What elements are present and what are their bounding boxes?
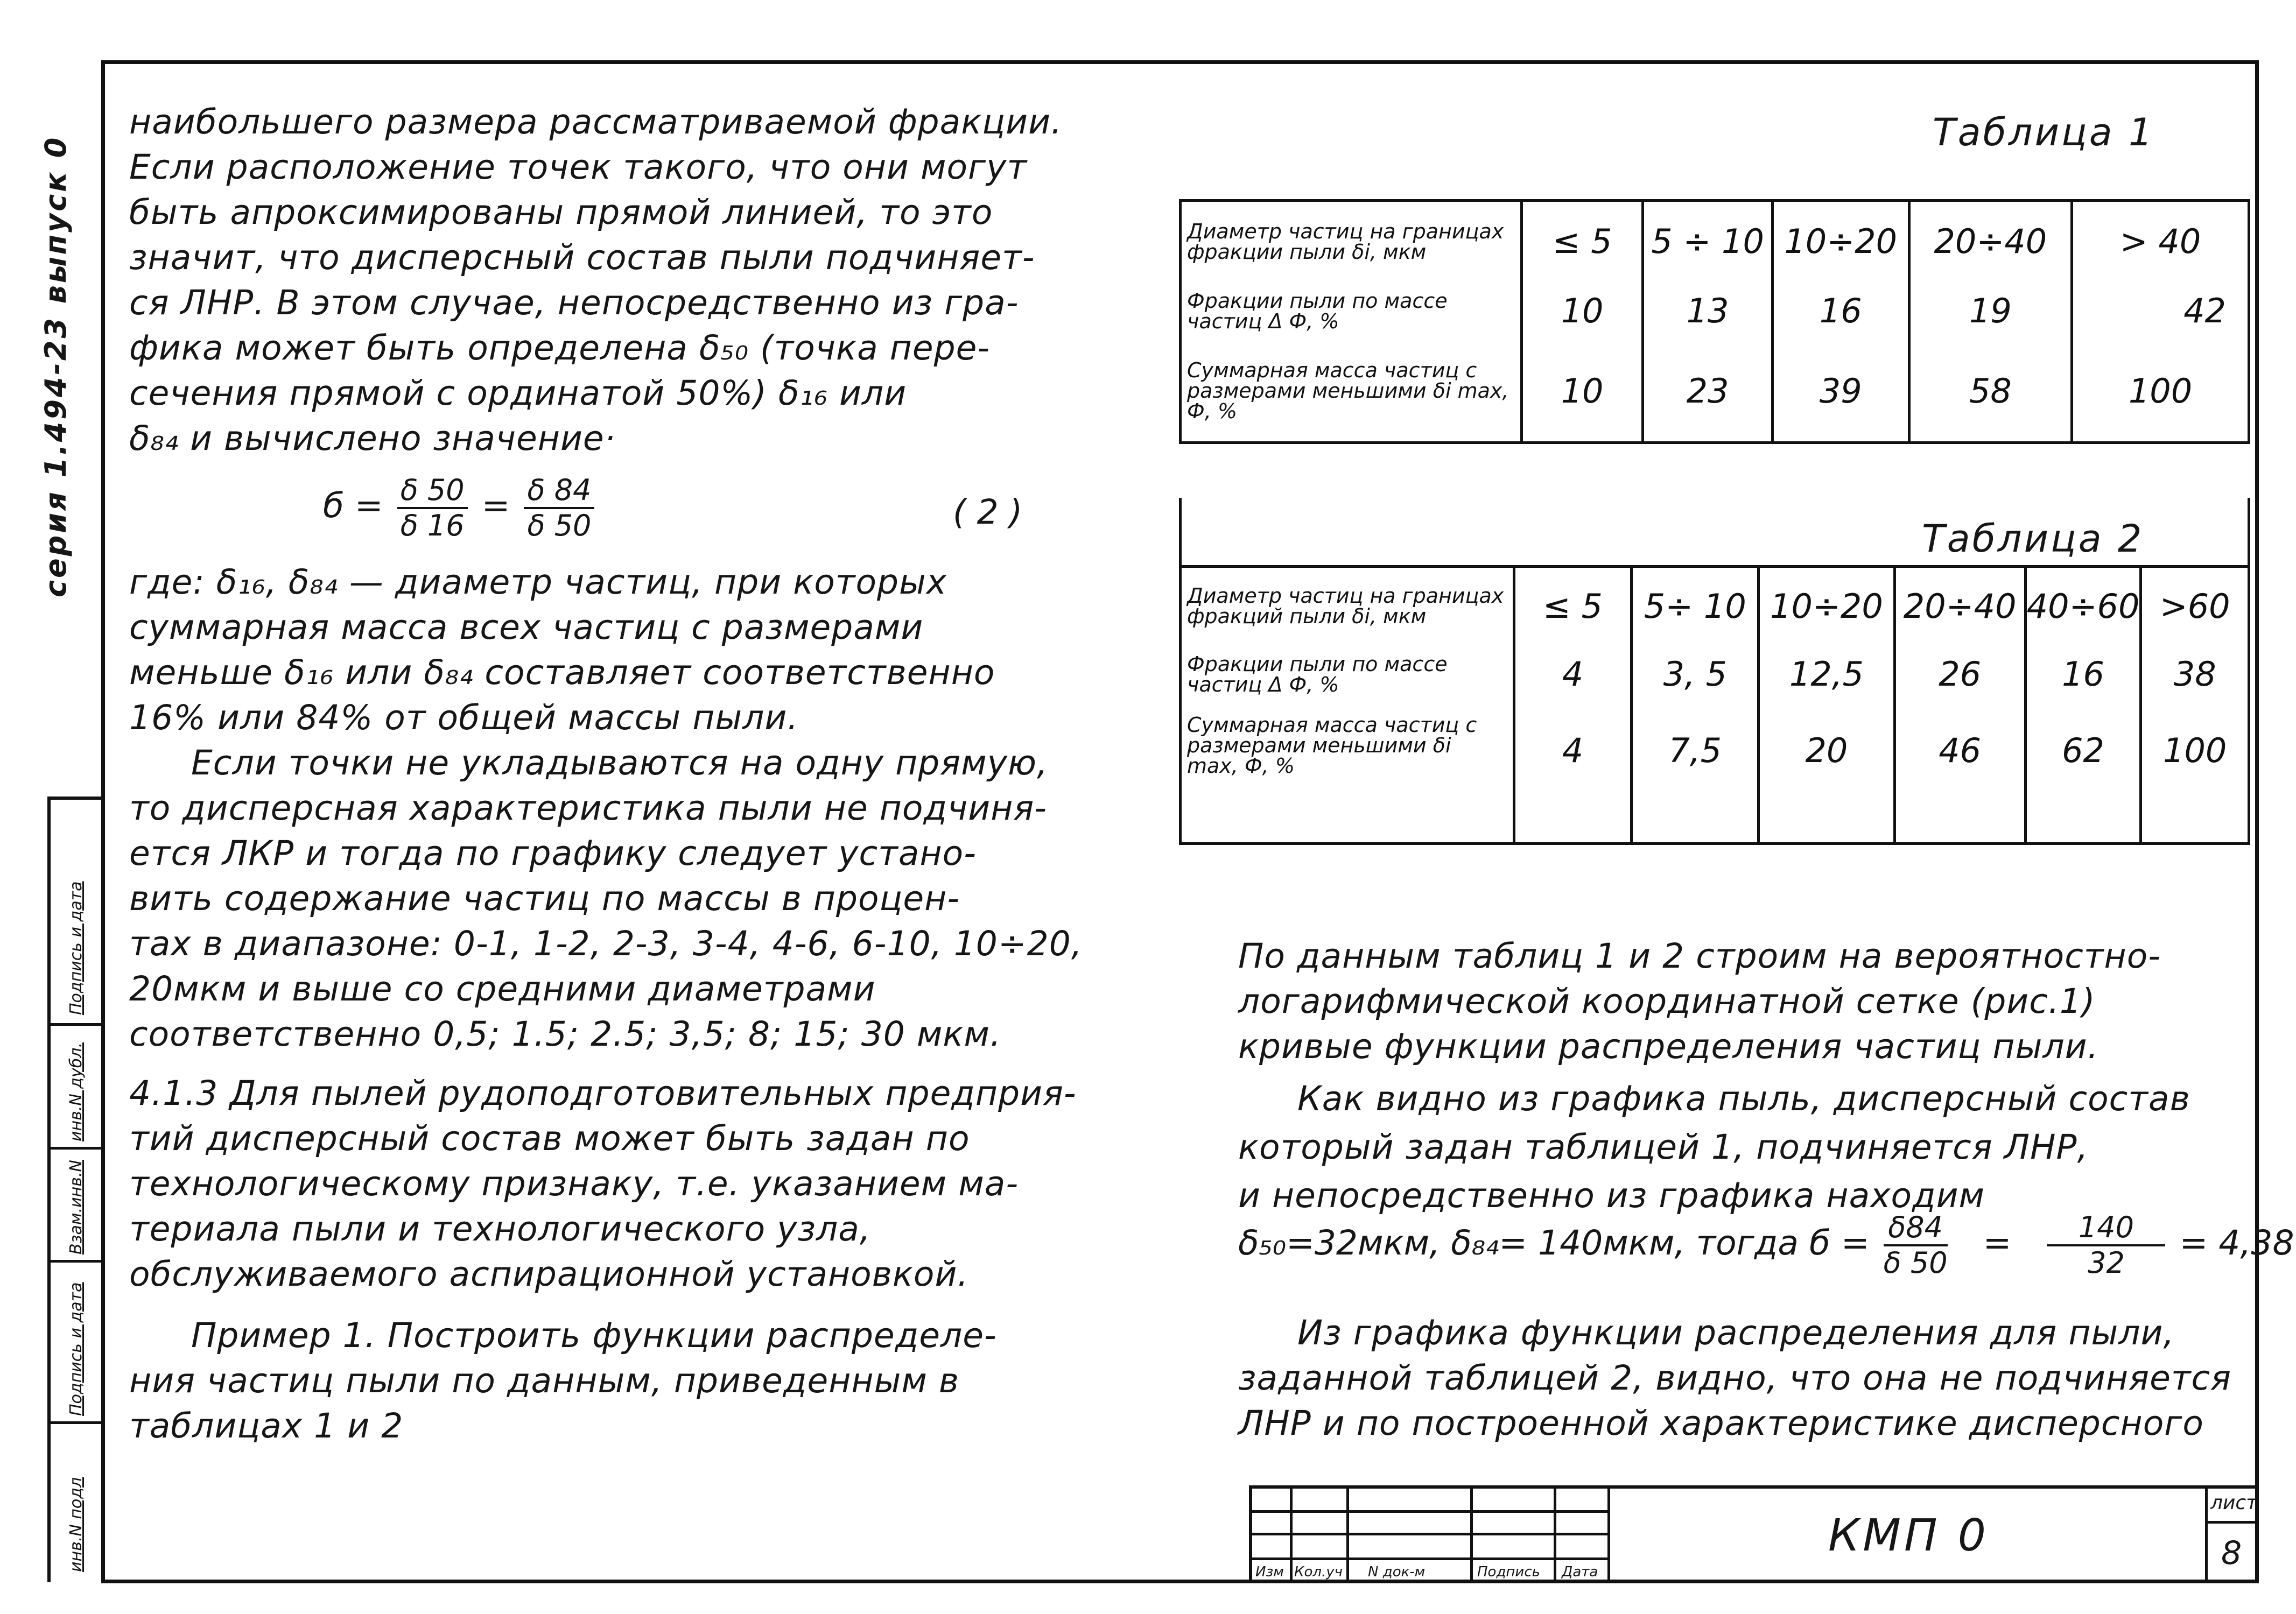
table-row [1181, 341, 2249, 443]
table-cell: 62 [2025, 704, 2141, 844]
row-header: Фракции пыли по массе частиц Δ Ф, % [1181, 645, 1514, 704]
table-cell: 46 [1894, 704, 2025, 844]
text-line: ется ЛКР и тогда по графику следует устано- [129, 834, 977, 873]
row-header: Диаметр частиц на границах фракции пыли δi, мкм [1181, 201, 1522, 281]
table-2 [1179, 565, 2250, 845]
text-line: который задан таблицей 1, подчиняется ЛНР, [1238, 1127, 2089, 1167]
text-line: наибольшего размера рассматриваемой фракции. [129, 102, 1063, 142]
table-cell: 58 [1909, 341, 2072, 443]
table-row [1181, 201, 2249, 281]
text-line: По данным таблиц 1 и 2 строим на вероятностно- [1238, 936, 2161, 976]
denominator: δ 50 [527, 509, 592, 542]
text-line: обслуживаемого аспирационной установкой. [129, 1254, 969, 1294]
row-header: Суммарная масса частиц с размерами меньшими δi max, Ф, % [1181, 341, 1522, 443]
stamp-cell [51, 1026, 101, 1150]
table-cell: 10÷20 [1772, 201, 1909, 281]
table-cell: 26 [1894, 645, 2025, 704]
table-cell: >60 [2141, 567, 2249, 645]
denominator: δ 16 [400, 509, 465, 542]
table-cell: 13 [1643, 281, 1772, 341]
stamp-label: Подпись и дата [67, 1282, 86, 1416]
table-cell: 42 [2072, 281, 2249, 341]
text-line: то дисперсная характеристика пыли не подчиня- [129, 788, 1048, 828]
formula-number: ( 2 ) [953, 492, 1023, 532]
text-line: кривые функции распределения частиц пыли. [1238, 1027, 2099, 1066]
text-line: 20мкм и выше со средними диаметрами [129, 969, 876, 1009]
fraction [1884, 1211, 1948, 1280]
text-line: 4.1.3 Для пылей рудоподготовительных предприя- [129, 1074, 1077, 1113]
text-line: таблицах 1 и 2 [129, 1406, 404, 1446]
table-row [1181, 281, 2249, 341]
sheet-number: 8 [2221, 1534, 2242, 1572]
text-line: Как видно из графика пыль, дисперсный состав [1297, 1079, 2190, 1118]
calc-result: = 4,38 [2179, 1223, 2294, 1263]
formula-2 [323, 474, 598, 542]
title-block [1249, 1485, 2259, 1583]
text-line: соответственно 0,5; 1.5; 2.5; 3,5; 8; 15; 30 мкм. [129, 1014, 1002, 1054]
divider [1554, 1489, 1556, 1583]
divider [1607, 1489, 1610, 1583]
equals-sign: = [1983, 1223, 2012, 1263]
fraction [2047, 1211, 2165, 1280]
table-cell: 20 [1759, 704, 1894, 844]
text-line: ЛНР и по построенной характеристике дисперсного [1238, 1404, 2204, 1443]
table1-title: Таблица 1 [1933, 110, 2155, 154]
divider [2205, 1521, 2259, 1524]
row-header: Диаметр частиц на границах фракций пыли δi, мкм [1181, 567, 1514, 645]
text-line: и непосредственно из графика находим [1238, 1176, 1985, 1215]
series-label: серия 1.494-23 выпуск 0 [39, 135, 73, 597]
col-label: Кол.уч [1294, 1564, 1343, 1580]
text-line: логарифмической координатной сетке (рис.1) [1238, 982, 2096, 1021]
col-label: Изм [1255, 1564, 1284, 1580]
col-label: N док-м [1368, 1564, 1426, 1580]
sheet-label: лист [2210, 1492, 2258, 1514]
row-header: Суммарная масса частиц с размерами меньшими δi max, Ф, % [1181, 704, 1514, 844]
text-line: сечения прямой с ординатой 50%) δ₁₆ или [129, 373, 907, 413]
text-line: вить содержание частиц по массы в процен- [129, 879, 960, 918]
table-cell: 39 [1772, 341, 1909, 443]
stamp-cell [51, 1424, 101, 1582]
document-code: КМП 0 [1828, 1510, 1989, 1561]
text-line: Если расположение точек такого, что они могут [129, 147, 1028, 187]
numerator: δ84 [1884, 1211, 1948, 1246]
text-line: меньше δ₁₆ или δ₈₄ составляет соответственно [129, 653, 995, 692]
numerator: 140 [2047, 1211, 2165, 1246]
text-line: тах в диапазоне: 0-1, 1-2, 2-3, 3-4, 4-6, 6-10, 10÷20, [129, 924, 1083, 963]
table-cell: 4 [1514, 704, 1632, 844]
text-line: Если точки не укладываются на одну прямую, [191, 743, 1049, 783]
table-cell: 38 [2141, 645, 2249, 704]
equals-sign: = [481, 486, 510, 526]
numerator: δ 84 [524, 474, 594, 509]
row-header: Фракции пыли по массе частиц Δ Ф, % [1181, 281, 1522, 341]
right-column [1238, 936, 2294, 1475]
table-cell: 100 [2072, 341, 2249, 443]
text-line: быть апроксимированы прямой линией, то это [129, 193, 993, 232]
table-row [1181, 645, 2249, 704]
text-line: Пример 1. Построить функции распределе- [191, 1316, 997, 1355]
text-line: заданной таблицей 2, видно, что она не подчиняется [1238, 1358, 2232, 1398]
table-cell: ≤ 5 [1514, 567, 1632, 645]
table-row [1181, 704, 2249, 844]
table-cell: 3, 5 [1632, 645, 1759, 704]
stamp-cell [51, 1263, 101, 1424]
table-cell: 7,5 [1632, 704, 1759, 844]
divider [1346, 1489, 1349, 1583]
text-line: ся ЛНР. В этом случае, непосредственно из гра- [129, 283, 1019, 322]
text-line: технологическому признаку, т.е. указанием ма- [129, 1164, 1019, 1203]
text-line: Из графика функции распределения для пыли, [1297, 1313, 2175, 1352]
stamp-label: инв.N подл [67, 1477, 86, 1572]
calc-text: δ₅₀=32мкм, δ₈₄= 140мкм, тогда б = [1238, 1223, 1870, 1263]
table-cell: 23 [1643, 341, 1772, 443]
table-cell: 10 [1521, 341, 1643, 443]
table-row [1181, 567, 2249, 645]
calc-formula [1238, 1211, 2294, 1280]
table-cell: 16 [1772, 281, 1909, 341]
table-1 [1179, 199, 2250, 444]
formula-lhs: б = [323, 486, 383, 526]
denominator: 32 [2088, 1246, 2125, 1280]
table-cell: > 40 [2072, 201, 2249, 281]
fraction [524, 474, 594, 542]
text-line: 16% или 84% от общей массы пыли. [129, 698, 799, 737]
table-cell: 20÷40 [1894, 567, 2025, 645]
table-cell: 20÷40 [1909, 201, 2072, 281]
stamp-label: инв.N дубл. [67, 1042, 86, 1141]
divider [2205, 1489, 2208, 1583]
table-cell: 19 [1909, 281, 2072, 341]
stamp-label: Взам.инв.N [67, 1160, 86, 1254]
stamp-strip [47, 797, 101, 1582]
col-label: Подпись [1477, 1564, 1540, 1580]
col-label: Дата [1562, 1564, 1598, 1580]
table-cell: 10 [1521, 281, 1643, 341]
text-line: териала пыли и технологического узла, [129, 1209, 871, 1249]
divider [1470, 1489, 1473, 1583]
text-line: суммарная масса всех частиц с размерами [129, 608, 924, 647]
text-line: фика может быть определена δ₅₀ (точка пере- [129, 328, 991, 368]
stamp-cell [51, 1150, 101, 1263]
left-column [129, 102, 1125, 1448]
table2-title: Таблица 2 [1922, 517, 2144, 561]
table-cell: 4 [1514, 645, 1632, 704]
table-cell: 5÷ 10 [1632, 567, 1759, 645]
stamp-label: Подпись и дата [67, 881, 86, 1015]
text-line: тий дисперсный состав может быть задан по [129, 1119, 970, 1158]
fraction [397, 474, 468, 542]
text-line: значит, что дисперсный состав пыли подчиняет- [129, 238, 1035, 277]
table-cell: 40÷60 [2025, 567, 2141, 645]
divider [1290, 1489, 1293, 1583]
text-line: ния частиц пыли по данным, приведенным в [129, 1361, 960, 1400]
table-cell: ≤ 5 [1521, 201, 1643, 281]
numerator: δ 50 [397, 474, 468, 509]
stamp-cell [51, 800, 101, 1026]
table-cell: 10÷20 [1759, 567, 1894, 645]
table-cell: 12,5 [1759, 645, 1894, 704]
text-line: где: δ₁₆, δ₈₄ — диаметр частиц, при которых [129, 562, 947, 602]
table-cell: 5 ÷ 10 [1643, 201, 1772, 281]
table-cell: 16 [2025, 645, 2141, 704]
table-cell: 100 [2141, 704, 2249, 844]
text-line: δ₈₄ и вычислено значение· [129, 419, 616, 458]
denominator: δ 50 [1883, 1246, 1948, 1280]
